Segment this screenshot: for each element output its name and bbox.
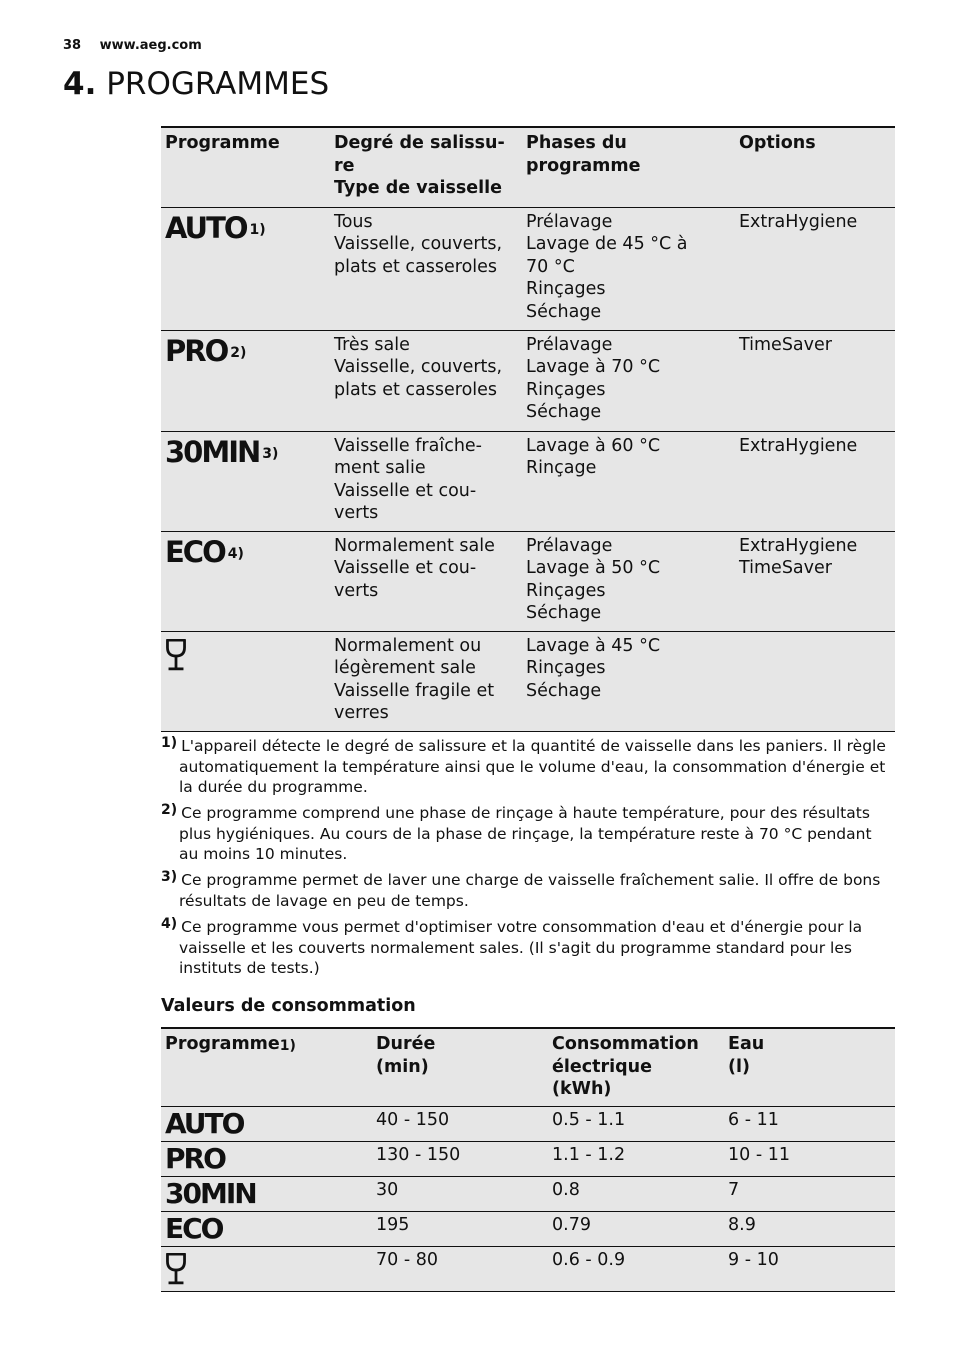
phases-cell: Prélavage Lavage de 45 °C à 70 °C Rinçages Séchage [522, 207, 735, 330]
water-cell: 6 - 11 [724, 1106, 895, 1141]
program-cell [161, 330, 330, 431]
energy-cell: 1.1 - 1.2 [548, 1141, 724, 1176]
page-header [63, 38, 202, 53]
duration-cell: 70 - 80 [372, 1246, 548, 1292]
program-cell [161, 1141, 372, 1176]
energy-cell: 0.6 - 0.9 [548, 1246, 724, 1292]
table-row [161, 1246, 895, 1292]
header-options: Options [735, 127, 895, 207]
water-cell: 9 - 10 [724, 1246, 895, 1292]
consumption-table-header [161, 1028, 895, 1106]
header-phases: Phases du programme [522, 127, 735, 207]
section-title [63, 66, 329, 102]
page-number: 38 [63, 38, 82, 53]
section-title-text: PROGRAMMES [106, 66, 330, 102]
program-cell [161, 531, 330, 631]
options-cell: ExtraHygiene TimeSaver [735, 531, 895, 631]
program-cell [161, 431, 330, 531]
duration-cell: 130 - 150 [372, 1141, 548, 1176]
program-cell [161, 1106, 372, 1141]
header-duration: Durée (min) [372, 1028, 548, 1106]
table-row [161, 631, 895, 731]
degree-cell: Tous Vaisselle, couverts, plats et casseroles [330, 207, 522, 330]
programmes-table [161, 126, 895, 732]
footnote [161, 870, 895, 911]
table-row [161, 1211, 895, 1246]
footnote-ref: 1) [249, 221, 266, 238]
options-cell: ExtraHygiene [735, 207, 895, 330]
table-row [161, 330, 895, 431]
footnote-text: L'appareil détecte le degré de salissure et la quantité de vaisselle dans les paniers. Il règle automatiquement la température ainsi que le volume d'eau, la consommation d'énergie et la durée du programme. [179, 737, 886, 796]
degree-cell: Normalement ou légèrement sale Vaisselle fragile et verres [330, 631, 522, 731]
degree-cell: Vaisselle fraîche- ment salie Vaisselle et cou- verts [330, 431, 522, 531]
program-name: ECO $^{4)}$ [165, 534, 244, 569]
phases-cell: Lavage à 45 °C Rinçages Séchage [522, 631, 735, 731]
footnote [161, 917, 895, 978]
footnote-text: Ce programme comprend une phase de rinçage à haute température, pour des résultats plus hygiéniques. Au cours de la phase de rinçage, la température reste à 70 °C pendant au moins 10 minutes. [179, 804, 872, 863]
footnote [161, 803, 895, 864]
energy-cell: 0.5 - 1.1 [548, 1106, 724, 1141]
footnote-ref: 3) [262, 445, 279, 462]
water-cell: 8.9 [724, 1211, 895, 1246]
footnote-text: Ce programme permet de laver une charge de vaisselle fraîchement salie. Il offre de bons résultats de lavage en peu de temps. [179, 871, 881, 910]
options-cell [735, 631, 895, 731]
table-row [161, 1141, 895, 1176]
header-programme: Programme$^{1)}$ [161, 1028, 372, 1106]
energy-cell: 0.79 [548, 1211, 724, 1246]
phases-cell: Prélavage Lavage à 50 °C Rinçages Séchage [522, 531, 735, 631]
duration-cell: 30 [372, 1176, 548, 1211]
energy-cell: 0.8 [548, 1176, 724, 1211]
program-name: PRO [165, 1141, 225, 1175]
table-row [161, 1106, 895, 1141]
program-cell [161, 1176, 372, 1211]
footnotes [161, 736, 895, 984]
options-cell: ExtraHygiene [735, 431, 895, 531]
degree-cell: Normalement sale Vaisselle et cou- verts [330, 531, 522, 631]
footnote [161, 736, 895, 797]
program-name: 30MIN [165, 1176, 256, 1210]
program-name: PRO $^{2)}$ [165, 333, 247, 368]
footnote-ref: 4) [227, 545, 244, 562]
program-name: AUTO $^{1)}$ [165, 210, 266, 245]
duration-cell: 195 [372, 1211, 548, 1246]
phases-cell: Prélavage Lavage à 70 °C Rinçages Séchage [522, 330, 735, 431]
section-number: 4. [63, 66, 97, 102]
program-cell [161, 1246, 372, 1292]
footnote-marker: 4) [161, 916, 178, 932]
header-energy: Consommation électrique (kWh) [548, 1028, 724, 1106]
program-name: 30MIN $^{3)}$ [165, 434, 279, 469]
program-cell [161, 631, 330, 731]
consumption-table [161, 1027, 895, 1292]
footnote-ref: 2) [230, 344, 247, 361]
program-cell [161, 207, 330, 330]
options-cell: TimeSaver [735, 330, 895, 431]
website: www.aeg.com [99, 38, 202, 53]
header-programme: Programme [161, 127, 330, 207]
table-row [161, 531, 895, 631]
header-degree: Degré de salissu- re Type de vaisselle [330, 127, 522, 207]
header-water: Eau (l) [724, 1028, 895, 1106]
table-row [161, 1176, 895, 1211]
programmes-table-header [161, 127, 895, 207]
water-cell: 7 [724, 1176, 895, 1211]
program-cell [161, 1211, 372, 1246]
program-name: AUTO [165, 1106, 244, 1140]
footnote-marker: 3) [161, 869, 178, 885]
footnote-marker: 1) [161, 735, 178, 751]
water-cell: 10 - 11 [724, 1141, 895, 1176]
duration-cell: 40 - 150 [372, 1106, 548, 1141]
degree-cell: Très sale Vaisselle, couverts, plats et casseroles [330, 330, 522, 431]
table-row [161, 207, 895, 330]
program-name: ECO [165, 1211, 223, 1245]
footnote-text: Ce programme vous permet d'optimiser votre consommation d'eau et d'énergie pour la vaisselle et les couverts normalement sales. (Il s'agit du programme standard pour les instituts de tests.) [179, 918, 863, 977]
phases-cell: Lavage à 60 °C Rinçage [522, 431, 735, 531]
footnote-marker: 2) [161, 802, 178, 818]
consumption-title: Valeurs de consommation [161, 996, 416, 1016]
wine-glass-icon [165, 1253, 187, 1285]
wine-glass-icon [165, 639, 187, 671]
table-row [161, 431, 895, 531]
